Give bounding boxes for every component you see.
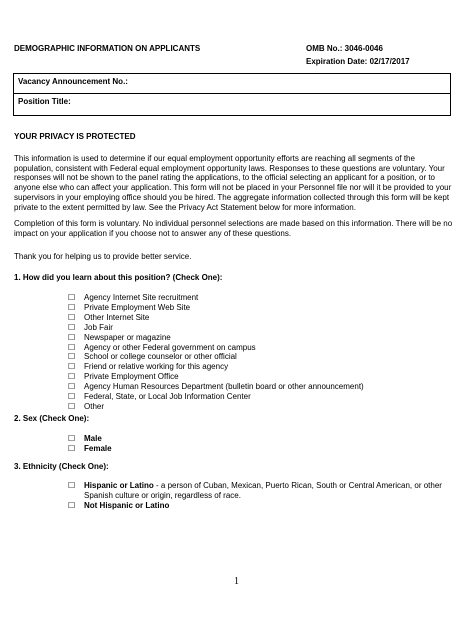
checkbox[interactable]: ☐ xyxy=(68,322,76,332)
option-label: Private Employment Office xyxy=(84,372,179,382)
vacancy-box xyxy=(13,73,451,116)
privacy-heading: YOUR PRIVACY IS PROTECTED xyxy=(14,132,136,141)
option-label: School or college counselor or other official xyxy=(84,352,237,362)
option-label: Male xyxy=(84,434,102,443)
question-1-options xyxy=(68,293,448,412)
option-item xyxy=(68,372,448,382)
checkbox[interactable]: ☐ xyxy=(68,293,76,302)
omb-number: OMB No.: 3046-0046 xyxy=(306,44,383,53)
option-item xyxy=(68,313,448,323)
question-3-label: 3. Ethnicity (Check One): xyxy=(14,462,109,471)
thanks-paragraph: Thank you for helping us to provide better service. xyxy=(14,252,192,261)
option-item xyxy=(68,323,448,333)
option-item xyxy=(68,434,448,444)
checkbox[interactable]: ☐ xyxy=(68,352,76,362)
question-2-options xyxy=(68,434,448,454)
form-title: DEMOGRAPHIC INFORMATION ON APPLICANTS xyxy=(14,44,201,53)
checkbox[interactable]: ☐ xyxy=(68,372,76,382)
voluntary-paragraph: Completion of this form is voluntary. No individual personnel selections are made based on this information. There will be no impact on your application if you choose not to answer any of these questions. xyxy=(14,219,453,238)
checkbox[interactable]: ☐ xyxy=(68,362,76,372)
vacancy-announcement-field[interactable] xyxy=(14,74,450,94)
checkbox[interactable]: ☐ xyxy=(68,382,76,392)
option-label: Private Employment Web Site xyxy=(84,302,191,312)
checkbox[interactable]: ☐ xyxy=(68,302,76,312)
vacancy-announcement-label: Vacancy Announcement No.: xyxy=(18,77,128,86)
option-item xyxy=(68,303,448,313)
option-item xyxy=(68,333,448,343)
option-item xyxy=(68,501,448,511)
expiration-date: Expiration Date: 02/17/2017 xyxy=(306,57,410,66)
checkbox[interactable]: ☐ xyxy=(68,481,76,490)
option-item xyxy=(68,293,448,303)
option-label: Agency or other Federal government on campus xyxy=(84,342,256,352)
option-item xyxy=(68,402,448,412)
position-title-label: Position Title: xyxy=(18,97,71,106)
option-text xyxy=(84,501,448,511)
question-1-label: 1. How did you learn about this position? (Check One): xyxy=(14,273,223,282)
option-label: Federal, State, or Local Job Information Center xyxy=(84,392,251,402)
position-title-field[interactable] xyxy=(14,94,450,116)
option-description: - a person of Cuban, Mexican, Puerto Rican, South or Central American, or other Spanish culture or origin, regardless of race. xyxy=(84,481,442,500)
option-item xyxy=(68,444,448,454)
privacy-paragraph: This information is used to determine if our equal employment opportunity efforts are reaching all segments of the population, consistent with Federal equal employment opportunity laws. Responses to these questions are voluntary. Your responses will not be shown to the panel rating the applications, to the official selecting an applicant for a position, or to anyone else who can affect your application. This form will not be placed in your Personnel file nor will it be provided to your supervisors in your employing office should you be hired. The aggregate information collected through this form will be kept private to the extent permitted by law. See the Privacy Act Statement below for more information. xyxy=(14,154,452,212)
option-label: Hispanic or Latino xyxy=(84,481,154,490)
checkbox[interactable]: ☐ xyxy=(68,342,76,352)
option-label: Not Hispanic or Latino xyxy=(84,500,170,510)
checkbox[interactable]: ☐ xyxy=(68,401,76,411)
option-label: Female xyxy=(84,443,112,453)
option-label: Job Fair xyxy=(84,322,113,332)
option-item xyxy=(68,481,448,501)
option-item xyxy=(68,352,448,362)
question-3-options xyxy=(68,481,448,511)
question-2-label: 2. Sex (Check One): xyxy=(14,414,90,423)
option-item xyxy=(68,392,448,402)
option-label: Agency Internet Site recruitment xyxy=(84,293,199,302)
checkbox[interactable]: ☐ xyxy=(68,312,76,322)
option-item xyxy=(68,343,448,353)
checkbox[interactable]: ☐ xyxy=(68,434,76,443)
checkbox[interactable]: ☐ xyxy=(68,392,76,402)
checkbox[interactable]: ☐ xyxy=(68,500,76,510)
option-label: Friend or relative working for this agency xyxy=(84,362,229,372)
checkbox[interactable]: ☐ xyxy=(68,332,76,342)
option-text xyxy=(84,481,448,501)
option-item xyxy=(68,382,448,392)
option-label: Other xyxy=(84,401,105,411)
page-number: 1 xyxy=(234,576,239,587)
option-label: Agency Human Resources Department (bulletin board or other announcement) xyxy=(84,382,364,392)
checkbox[interactable]: ☐ xyxy=(68,443,76,453)
option-item xyxy=(68,362,448,372)
option-label: Newspaper or magazine xyxy=(84,332,171,342)
option-label: Other Internet Site xyxy=(84,312,150,322)
